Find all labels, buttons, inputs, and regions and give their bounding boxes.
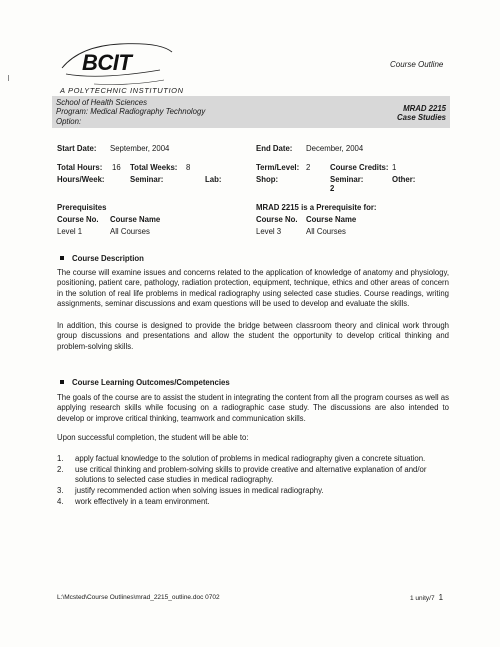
start-date-label: Start Date: — [57, 144, 97, 153]
course-credits-label: Course Credits: — [330, 163, 389, 172]
bcit-logo — [60, 40, 180, 90]
list-item: 4. work effectively in a team environment. — [57, 496, 210, 506]
term-level-value: 2 — [306, 163, 311, 172]
seminar-label: Seminar: — [130, 175, 164, 184]
svg-text:BCIT: BCIT — [82, 50, 132, 75]
margin-mark — [8, 75, 9, 81]
outcomes-list — [57, 454, 449, 508]
end-date-label: End Date: — [256, 144, 293, 153]
seminar-2-label: Seminar: — [330, 175, 364, 184]
prereq-for-col-course-name: Course Name — [306, 215, 357, 224]
course-banner — [52, 96, 450, 128]
page-footer — [410, 593, 443, 603]
school-name: School of Health Sciences — [56, 98, 148, 107]
prereq-for-course-name: All Courses — [306, 227, 346, 236]
lab-label: Lab: — [205, 175, 222, 184]
prereq-col-course-name: Course Name — [110, 215, 161, 224]
term-level-label: Term/Level: — [256, 163, 300, 172]
prereq-for-col-course-no: Course No. — [256, 215, 298, 224]
file-path: L:\Mcsted\Course Outlines\mrad_2215_outline.doc 0702 — [57, 594, 220, 601]
prereq-col-course-no: Course No. — [57, 215, 99, 224]
course-credits-value: 1 — [392, 163, 397, 172]
end-date-value: December, 2004 — [306, 144, 364, 153]
outcomes-paragraph-1: The goals of the course are to assist the student in integrating the content from all the program courses as well as applying research skills while focusing on a radiographic case study. The discussions are also intended to develop or improve critical thinking, teamwork and communication skills. — [57, 393, 449, 423]
outcomes-intro: Upon successful completion, the student will be able to: — [57, 433, 249, 442]
outcomes-title: Course Learning Outcomes/Competencies — [72, 378, 230, 387]
course-description-paragraph-1: The course will examine issues and concerns related to the application of knowledge of anatomy and physiology, positioning, patient care, pathology, radiation protection, equipment, technique, ethics and other areas of concern in the solution of real life problems in medical radiography using selected case studies. Course readings, writing assignments, seminar discussions and exam questions will be used to develop and evaluate the skills. — [57, 268, 449, 308]
outcomes-heading — [60, 378, 230, 388]
program-name: Program: Medical Radiography Technology — [56, 107, 206, 117]
list-item: 1. apply factual knowledge to the solution of problems in medical radiography given a concrete situation. — [57, 454, 426, 463]
page-label: 1 unity/7 — [410, 595, 435, 602]
course-description-heading — [60, 254, 144, 264]
list-item: 2. use critical thinking and problem-solving skills to provide creative and alternative explanation of and/or solutions to selected case studies in medical radiography. — [57, 464, 427, 484]
bullet-icon — [60, 380, 64, 384]
shop-label: Shop: — [256, 175, 279, 184]
total-weeks-value: 8 — [186, 163, 191, 172]
total-hours-label: Total Hours: — [57, 163, 103, 172]
option-label: Option: — [56, 116, 82, 126]
prereq-level: Level 1 — [57, 227, 83, 236]
course-code: MRAD 2215 — [403, 104, 446, 113]
course-description-title: Course Description — [72, 254, 144, 263]
hours-week-label: Hours/Week: — [57, 175, 105, 184]
course-title: Case Studies — [397, 113, 446, 123]
document-type: Course Outline — [390, 60, 444, 69]
prerequisites-title: Prerequisites — [57, 203, 107, 212]
institution-tagline: A POLYTECHNIC INSTITUTION — [60, 86, 184, 95]
total-hours-value: 16 — [112, 163, 121, 172]
prereq-course-name: All Courses — [110, 227, 150, 236]
bullet-icon — [60, 256, 64, 260]
list-item: 3. justify recommended action when solving issues in medical radiography. — [57, 485, 324, 495]
seminar-2-value: 2 — [330, 184, 335, 193]
total-weeks-label: Total Weeks: — [130, 163, 178, 172]
start-date-value: September, 2004 — [110, 144, 170, 153]
page-number: 1 — [438, 593, 444, 602]
prereq-for-level: Level 3 — [256, 227, 282, 236]
course-description-paragraph-2: In addition, this course is designed to provide the bridge between classroom theory and clinical work through group discussions and presentations and allow the student the opportunity to develop critical thinking and problem-solving skills. — [57, 321, 449, 351]
prereq-for-title: MRAD 2215 is a Prerequisite for: — [256, 203, 377, 212]
other-label: Other: — [392, 175, 416, 184]
